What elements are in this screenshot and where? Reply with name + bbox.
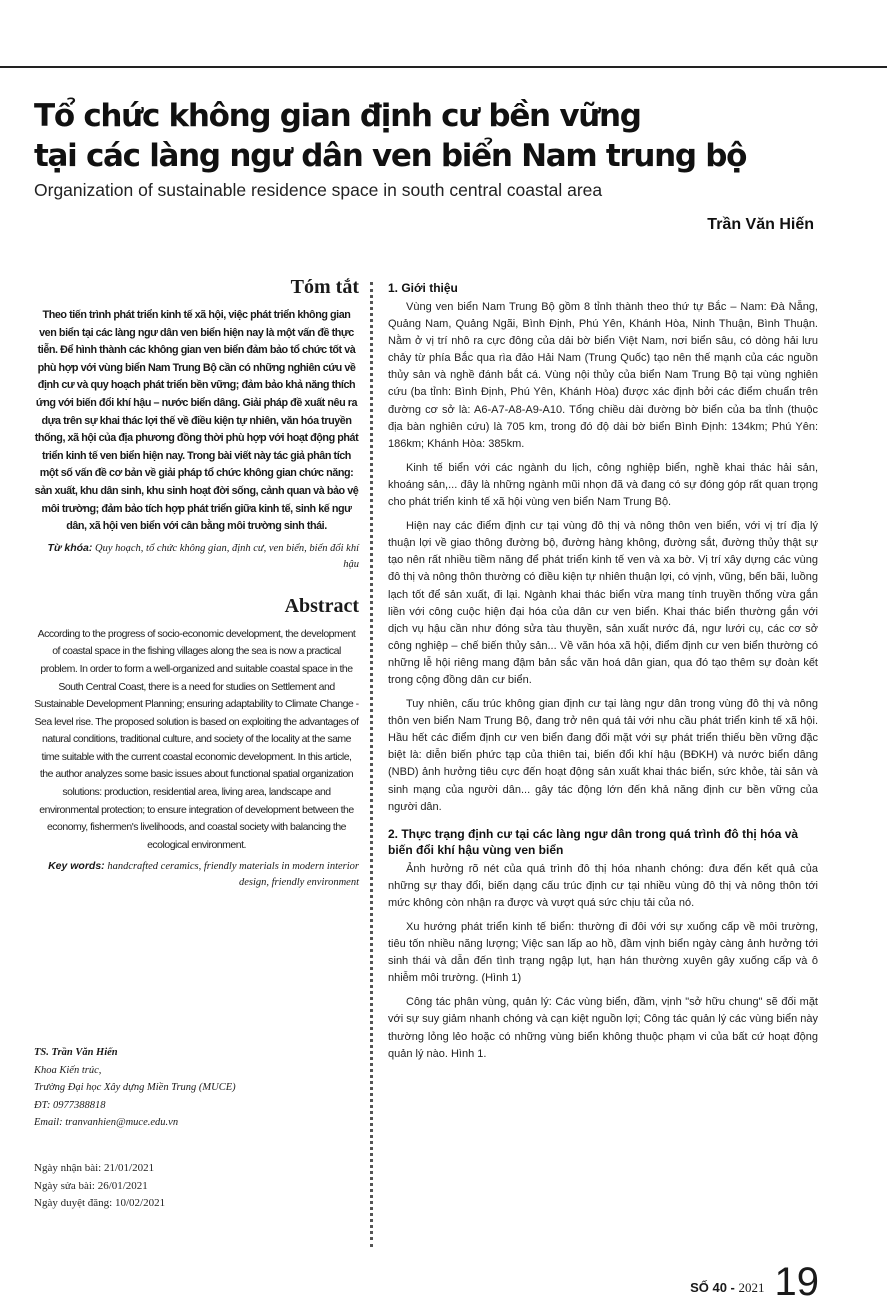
paragraph: Tuy nhiên, cấu trúc không gian định cư tại làng ngư dân trong vùng đô thị và nông thôn ven biển Nam Trung Bộ, đang trở nên quá tải với nhu cầu phát triển kinh tế xã hội. Hầu hết các điểm định cư ven biển đang đối mặt với sự phát triển thiếu bền vững đặc biệt là: diễn biến phức tạp của thiên tai, biến đổi khí hậu (BĐKH) và nước biển dâng (NBD) ảnh hưởng tiêu cực đến hoạt động sản xuất khai thác biển, sức khỏe, tài sản và sinh mạng của người dân... gây tác động lớn đến khả năng định cư bền vững của người dân.	[388, 698, 818, 813]
affiliation-school: Trường Đại học Xây dựng Miền Trung (MUCE)	[34, 1082, 236, 1093]
top-rule	[0, 66, 887, 68]
paragraph: Vùng ven biển Nam Trung Bộ gồm 8 tỉnh thành theo thứ tự Bắc – Nam: Đà Nẵng, Quảng Nam, Quảng Ngãi, Bình Định, Phú Yên, Khánh Hòa, Ninh Thuận, Bình Thuận. Nằm ở vị trí nhô ra cực đông của dải bờ biển Việt Nam, nơi biển sâu, có dòng hải lưu chảy từ phía Bắc qua rìa đảo Hải Nam (Trung Quốc) tạo nên thế mạnh của các nguồn thủy sản và nghề đánh bắt cá. Vùng nội thủy của biển Nam Trung Bộ tại vùng nghiên cứu (ba tỉnh: Bình Định, Phú Yên, Khánh Hòa) được xác định bởi các điểm chuẩn trên đường cơ sở là: A6-A7-A8-A9-A10. Tổng chiều dài đường bờ biển của ba tỉnh (thuộc địa bàn nghiên cứu) là 705 km, trong đó độ dài bờ biển Bình Định: 134km; Phú Yên: 186km; Khánh Hòa: 385km.	[388, 301, 818, 450]
title-line-2: tại các làng ngư dân ven biển Nam trung bộ	[34, 138, 747, 174]
abstract-keyword-label: Key words:	[48, 860, 105, 873]
abstract-keyword-list: handcrafted ceramics, friendly materials in modern interior design, friendly environment	[107, 861, 359, 889]
tomtat-keyword-list: Quy hoạch, tổ chức không gian, định cư, ven biển, biến đổi khí hậu	[95, 542, 359, 570]
date-revised: Ngày sửa bài: 26/01/2021	[34, 1179, 148, 1192]
paragraph: Kinh tế biển với các ngành du lịch, công nghiệp biển, nghề khai thác hải sản, khoáng sản,... đây là những ngành mũi nhọn đã và đang có sự đóng góp rất quan trọng cho phát triển kinh tế xã hội vùng ven biển Nam Trung Bộ.	[388, 461, 818, 509]
article-subtitle: Organization of sustainable residence space in south central coastal area	[34, 180, 603, 200]
tomtat-heading: Tóm tắt	[290, 276, 359, 298]
date-received: Ngày nhận bài: 21/01/2021	[34, 1162, 155, 1174]
affiliation-phone: ĐT: 0977388818	[34, 1099, 106, 1111]
paragraph: Xu hướng phát triển kinh tế biển: thường đi đôi với sự xuống cấp về môi trường, tiêu tốn nhiều năng lượng; Việc san lấp ao hồ, đầm vịnh biển ngày càng ảnh hưởng tới sinh thái và dẫn đến tình trạng ngập lụt, hạn hán thường xuyên gây xuống cấp và ô nhiễm môi trường. (Hình 1)	[388, 921, 818, 985]
tomtat-keyword-label: Từ khóa:	[47, 541, 93, 554]
author-affiliation	[34, 1044, 354, 1132]
submission-dates	[34, 1160, 354, 1213]
section-1-heading: 1. Giới thiệu	[388, 281, 458, 295]
page-number: 19	[774, 1260, 819, 1304]
tomtat-keywords	[34, 540, 359, 573]
paragraph: Công tác phân vùng, quản lý: Các vùng biển, đầm, vịnh "sở hữu chung" sẽ đối mặt với sự suy giảm nhanh chóng và cạn kiệt nguồn lợi; Công tác quản lý các vùng biển này thường lỏng lẻo hoặc có những vùng biển không thuộc phạm vi của bất cứ hoạt động quản lý nào. Hình 1.	[388, 996, 818, 1060]
article-title	[34, 96, 834, 176]
page-footer	[690, 1262, 819, 1302]
body-column	[388, 280, 818, 1070]
left-column	[34, 276, 359, 891]
abstract-keywords	[34, 858, 359, 891]
issue-year: 2021	[738, 1280, 765, 1295]
section-2-heading: 2. Thực trạng định cư tại các làng ngư dân trong quá trình đô thị hóa và biến đổi khí hậu vùng ven biển	[388, 826, 799, 857]
abstract-text: According to the progress of socio-economic development, the development of coastal space in the fishing villages along the sea is now a practical problem. In order to form a well-organized and suitable coastal space in the South Central Coast, there is a need for studies on Settlement and Sustainable Development Planning; ensuring adaptability to Climate Change - Sea level rise. The proposed solution is based on exploiting the advantages of natural conditions, traditional culture, and society of the locality at the same time suitable with the current coastal economic development. In this article, the author analyzes some basic issues about functional spatial organization solutions: production, residential area, living area, landscape and environmental protection; to ensure integration of development between the economy, fishermen's livelihoods, and coastal society with balancing the ecological environment.	[34, 627, 359, 851]
affiliation-dept: Khoa Kiến trúc,	[34, 1064, 102, 1076]
affiliation-name: TS. Trần Văn Hiến	[34, 1047, 118, 1058]
author-name: Trần Văn Hiến	[707, 216, 814, 233]
date-accepted: Ngày duyệt đăng: 10/02/2021	[34, 1197, 166, 1209]
issue-label	[690, 1280, 764, 1302]
paragraph: Hiện nay các điểm định cư tại vùng đô thị và nông thôn ven biển, với vị trí địa lý thuận lợi về giao thông đường bộ, đường hàng không, đường sắt, đường thủy thật sự tạo nên rất nhiều tiềm năng để phát triển kinh tế ven và xa bờ. Vị trí xây dựng các vùng đô thị và nông thôn thường có điều kiện tự nhiên thuận lợi, có vịnh, vũng, bến bãi, luồng lạch tốt để sản xuất, đi lại. Ngành khai thác biển vừa mang tính truyền thống vừa gắn liền với công cuộc hiện đại hóa của dân cư ven biển. Khai thác biển thường gắn với dịch vụ hậu cần như đóng sửa tàu thuyền, sản xuất nước đá, ngư lưới cụ, các cơ sở công nghiệp – chế biến thủy sản... Về văn hóa xã hội, điểm định cư ven biển thường có những lễ hội riêng mang đậm bản sắc văn hoá dân gian, qua đó tạo thêm sự đoàn kết trong cộng đồng dân cư biển.	[388, 520, 818, 686]
issue-number: SỐ 40 -	[690, 1280, 735, 1295]
paragraph: Ảnh hưởng rõ nét của quá trình đô thị hóa nhanh chóng: đưa đến kết quả của những sự thay đổi, biến dạng cấu trúc định cư tại nhiều vùng đô thị và nông thôn tới mức không còn nhận ra được và vượt quá sức chịu tải của nó.	[388, 862, 818, 909]
abstract-heading: Abstract	[284, 594, 359, 617]
tomtat-text: Theo tiến trình phát triển kinh tế xã hội, việc phát triển không gian ven biển tại các làng ngư dân ven biển hiện nay là một vấn đề thực tiễn. Để hình thành các không gian ven biển đảm bảo tổ chức tốt và phù hợp với vùng biển Nam Trung Bộ cần có những nghiên cứu về định cư và quy hoạch phát triển bền vững; đảm bảo khả năng thích ứng với biến đổi khí hậu – nước biển dâng. Giải pháp đề xuất nêu ra dựa trên sự khai thác lợi thế về điều kiện tự nhiên, văn hóa truyền thống, xã hội của địa phương đồng thời phù hợp với hoạt động phát triển kinh tế ven biển hiện nay. Trong bài viết này tác giả phân tích một số vấn đề cơ bản về giải pháp tổ chức không gian chức năng: sản xuất, khu dân sinh, khu sinh hoạt đời sống, cảnh quan và bảo vệ môi trường; đảm bảo tích hợp phát triển giữa kinh tế, sinh kế ngư dân, xã hội ven biển với cân bằng môi trường sinh thái.	[34, 309, 359, 533]
affiliation-email: Email: tranvanhien@muce.edu.vn	[34, 1117, 179, 1128]
title-line-1: Tổ chức không gian định cư bền vững	[34, 98, 641, 134]
column-divider	[370, 282, 373, 1247]
